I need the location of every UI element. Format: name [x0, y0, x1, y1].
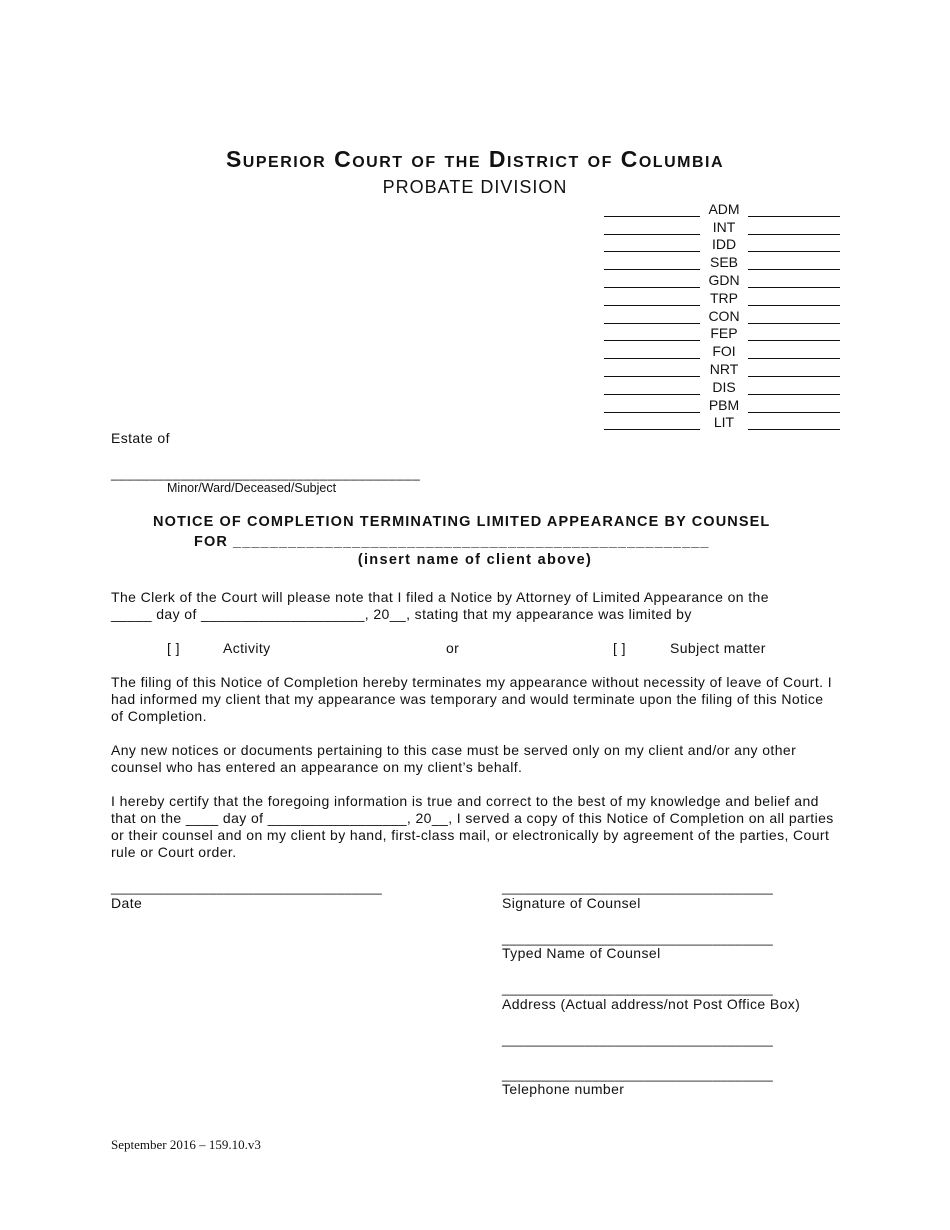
- code-blank-right[interactable]: [748, 204, 840, 217]
- code-blank-left[interactable]: [604, 257, 700, 270]
- para1-line1: The Clerk of the Court will please note that I filed a Notice by Attorney of Limited Appearance on the: [111, 589, 769, 605]
- case-code: GDN: [708, 271, 740, 288]
- case-code-row: [604, 395, 844, 413]
- code-blank-left[interactable]: [604, 311, 700, 324]
- case-code: SEB: [709, 254, 738, 271]
- case-code-row: [604, 217, 844, 235]
- notice-title: NOTICE OF COMPLETION TERMINATING LIMITED APPEARANCE BY COUNSEL: [153, 514, 771, 530]
- code-blank-right[interactable]: [748, 275, 840, 288]
- code-blank-left[interactable]: [604, 222, 700, 235]
- code-blank-left[interactable]: [604, 364, 700, 377]
- case-code-row: [604, 377, 844, 395]
- date-field[interactable]: ____________________________________: [111, 880, 383, 895]
- code-blank-left[interactable]: [604, 328, 700, 341]
- code-blank-left[interactable]: [604, 346, 700, 359]
- termination-paragraph: The filing of this Notice of Completion hereby terminates my appearance without necessity of leave of Court. I had informed my client that my appearance was temporary and would terminate upon the filing of this Notice of Completion.: [111, 674, 833, 724]
- case-code: LIT: [713, 414, 735, 431]
- case-code: PBM: [708, 396, 740, 413]
- case-code-row: [604, 324, 844, 342]
- date-label: Date: [111, 895, 143, 911]
- code-blank-right[interactable]: [748, 417, 840, 430]
- case-code: FOI: [712, 343, 736, 360]
- code-blank-left[interactable]: [604, 204, 700, 217]
- typed-name-label: Typed Name of Counsel: [502, 945, 661, 961]
- code-blank-right[interactable]: [748, 257, 840, 270]
- case-code-table: [604, 199, 844, 430]
- code-blank-right[interactable]: [748, 239, 840, 252]
- court-title: Superior Court of the District of Columbia: [225, 146, 725, 172]
- case-code: IDD: [711, 236, 737, 253]
- case-code-row: [604, 235, 844, 253]
- case-code: NRT: [709, 360, 739, 377]
- code-blank-left[interactable]: [604, 417, 700, 430]
- address-field-2[interactable]: ____________________________________: [502, 1032, 774, 1047]
- case-code-row: [604, 288, 844, 306]
- client-name-hint: (insert name of client above): [357, 552, 593, 568]
- code-blank-right[interactable]: [748, 400, 840, 413]
- case-code: TRP: [710, 289, 738, 306]
- case-code-row: [604, 413, 844, 431]
- subject-matter-checkbox[interactable]: [ ]: [613, 640, 626, 656]
- signature-field[interactable]: ____________________________________: [502, 880, 774, 895]
- or-label: or: [446, 640, 460, 656]
- subject-matter-label: Subject matter: [670, 640, 766, 656]
- division-title: PROBATE DIVISION: [382, 177, 568, 197]
- address-label: Address (Actual address/not Post Office Box): [502, 996, 801, 1012]
- code-blank-right[interactable]: [748, 364, 840, 377]
- service-paragraph: Any new notices or documents pertaining to this case must be served only on my client and/or any other counsel who has entered an appearance on my client’s behalf.: [111, 742, 797, 775]
- activity-checkbox[interactable]: [ ]: [167, 640, 180, 656]
- para1-line2: _____ day of ____________________, 20__, stating that my appearance was limited by: [111, 606, 692, 622]
- signature-label: Signature of Counsel: [502, 895, 641, 911]
- code-blank-right[interactable]: [748, 382, 840, 395]
- certification-paragraph: I hereby certify that the foregoing information is true and correct to the best of my knowledge and belief and that on the ____ day of _________________, 20__, I served a copy of this Notice of Completion on all parties or their counsel and on my client by hand, first-class mail, or electronically by agreement of the parties, Court rule or Court order.: [111, 793, 834, 860]
- case-code: CON: [708, 307, 740, 324]
- telephone-field[interactable]: ____________________________________: [502, 1067, 774, 1082]
- telephone-label: Telephone number: [502, 1081, 625, 1097]
- estate-label: Estate of: [111, 430, 170, 446]
- code-blank-left[interactable]: [604, 382, 700, 395]
- code-blank-left[interactable]: [604, 275, 700, 288]
- case-code: FEP: [710, 325, 738, 342]
- case-code-row: [604, 341, 844, 359]
- typed-name-field[interactable]: ____________________________________: [502, 931, 774, 946]
- address-field[interactable]: ____________________________________: [502, 981, 774, 996]
- form-id: September 2016 – 159.10.v3: [111, 1137, 261, 1152]
- code-blank-right[interactable]: [748, 346, 840, 359]
- case-code-row: [604, 199, 844, 217]
- client-name-field[interactable]: FOR ____________________________________________________: [194, 534, 710, 550]
- case-code-row: [604, 270, 844, 288]
- code-blank-left[interactable]: [604, 293, 700, 306]
- case-code: INT: [712, 218, 736, 235]
- estate-name-field[interactable]: ________________________________________: [111, 466, 421, 481]
- case-code-row: [604, 306, 844, 324]
- estate-sub-label: Minor/Ward/Deceased/Subject: [167, 481, 337, 495]
- code-blank-right[interactable]: [748, 328, 840, 341]
- code-blank-left[interactable]: [604, 400, 700, 413]
- code-blank-right[interactable]: [748, 222, 840, 235]
- case-code: DIS: [712, 378, 736, 395]
- case-code-row: [604, 359, 844, 377]
- case-code: ADM: [708, 200, 740, 217]
- activity-label: Activity: [223, 640, 271, 656]
- code-blank-right[interactable]: [748, 293, 840, 306]
- case-code-row: [604, 252, 844, 270]
- code-blank-right[interactable]: [748, 311, 840, 324]
- code-blank-left[interactable]: [604, 239, 700, 252]
